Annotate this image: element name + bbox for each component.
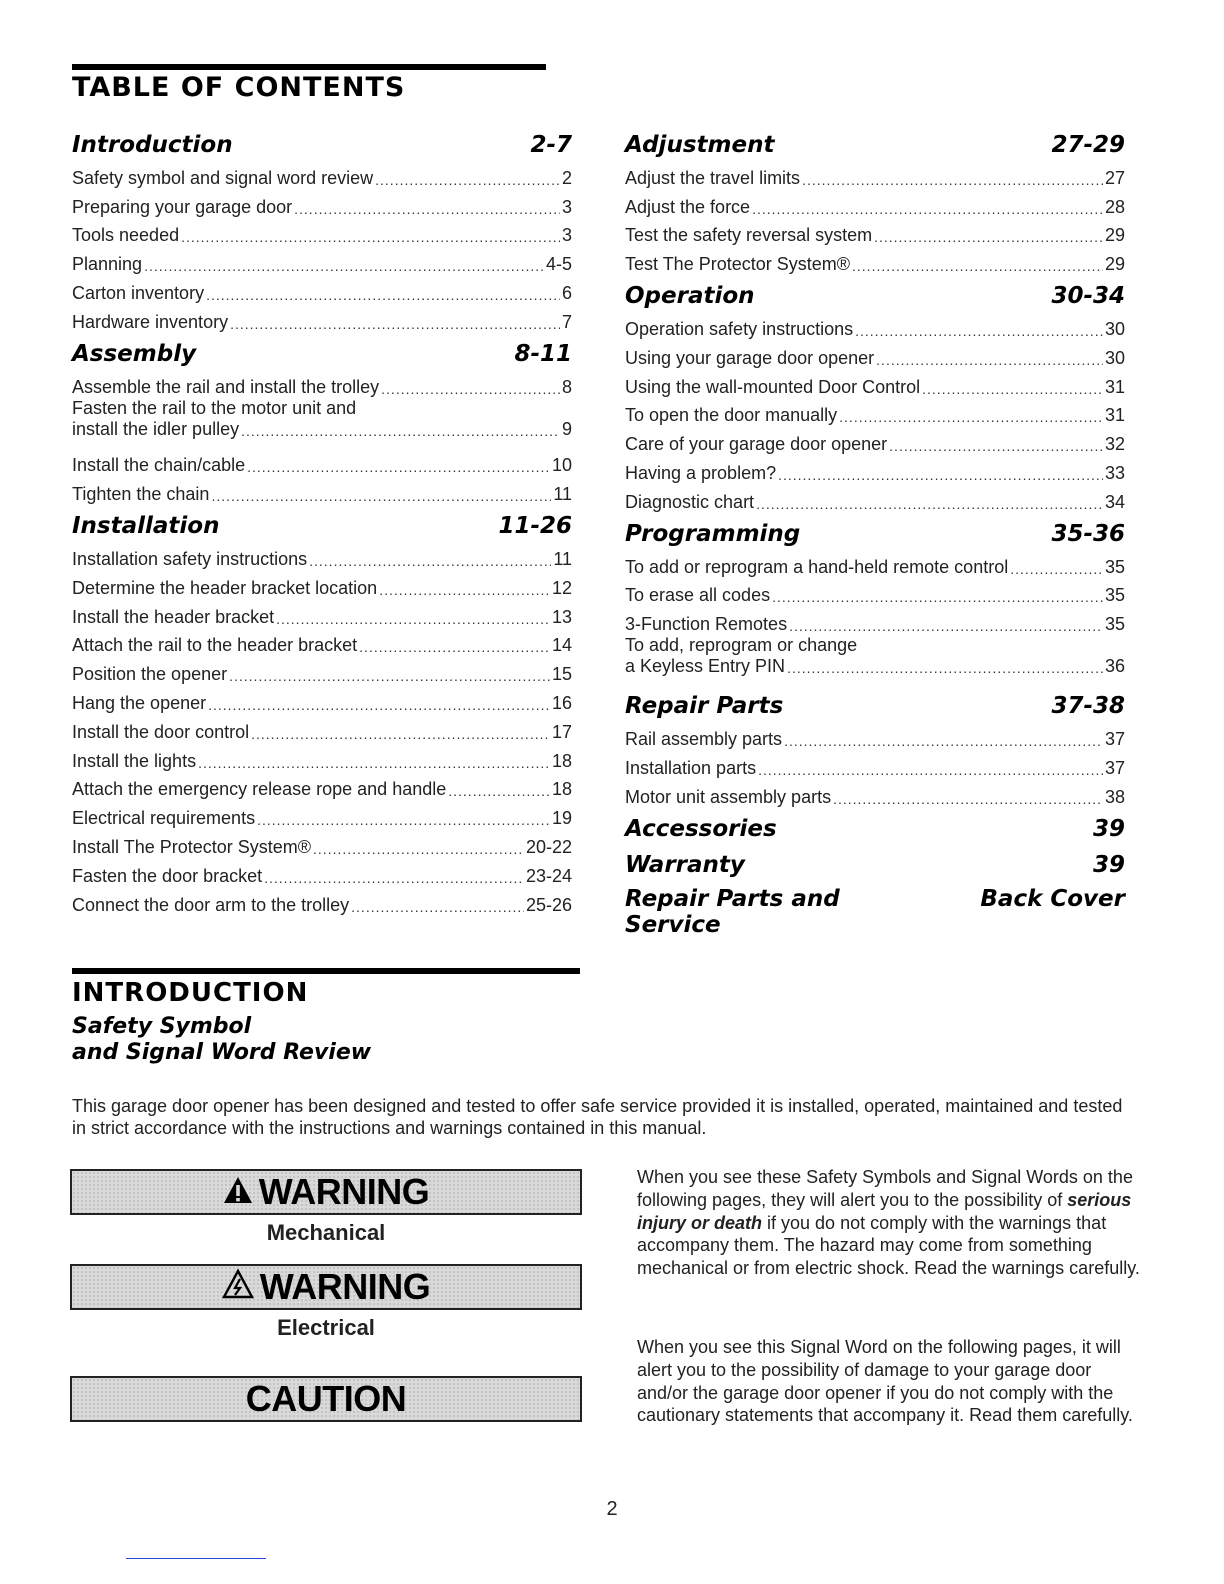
toc-entry-label: Install the lights bbox=[72, 750, 197, 771]
toc-entry-page: 34 bbox=[1104, 491, 1125, 512]
warning-explanation bbox=[637, 1166, 1147, 1280]
toc-entry-label: Adjust the travel limits bbox=[625, 167, 801, 188]
toc-entry[interactable] bbox=[625, 189, 1125, 218]
dot-leader bbox=[359, 638, 550, 656]
toc-entry-page: 16 bbox=[551, 692, 572, 713]
toc-entry[interactable] bbox=[625, 606, 1125, 635]
toc-entry-page: 18 bbox=[551, 779, 572, 800]
toc-entry[interactable] bbox=[625, 218, 1125, 247]
toc-section-pages: 8-11 bbox=[514, 340, 572, 367]
toc-entry-page: 13 bbox=[551, 606, 572, 627]
intro-top-rule bbox=[72, 968, 580, 974]
dot-leader bbox=[211, 487, 551, 505]
toc-entry-page: 29 bbox=[1104, 225, 1125, 246]
toc-section-title: Operation bbox=[625, 283, 755, 310]
intro-heading: INTRODUCTION bbox=[72, 978, 309, 1008]
warning-text-b: if you do not comply with the warnings that accompany them. The hazard may come from something mechanical or from electric shock. Read the warnings carefully. bbox=[637, 1212, 1140, 1279]
dot-leader bbox=[375, 171, 560, 189]
toc-section-title: Warranty bbox=[625, 851, 745, 878]
toc-entry-page: 35 bbox=[1104, 585, 1125, 606]
toc-entry[interactable] bbox=[625, 246, 1125, 275]
toc-entry[interactable] bbox=[72, 858, 572, 887]
toc-entry[interactable] bbox=[72, 160, 572, 189]
dot-leader bbox=[876, 351, 1103, 369]
toc-section-title: Installation bbox=[72, 513, 220, 540]
toc-entry[interactable] bbox=[72, 476, 572, 505]
intro-subheading-line1: Safety Symbol bbox=[72, 1014, 252, 1039]
toc-section-title-line1: Repair Parts and bbox=[625, 885, 840, 912]
toc-entry[interactable] bbox=[625, 635, 1125, 685]
toc-section-accessories bbox=[625, 814, 1125, 844]
dot-leader bbox=[787, 659, 1103, 677]
toc-entry-label: Installation parts bbox=[625, 757, 757, 778]
toc-entry[interactable] bbox=[625, 750, 1125, 779]
toc-entry-page: 38 bbox=[1104, 786, 1125, 807]
warning-text-a: When you see these Safety Symbols and Signal Words on the following pages, they will alert you to the possibility of bbox=[637, 1167, 1133, 1210]
toc-entry-label: Assemble the rail and install the trolley bbox=[72, 376, 380, 397]
toc-section-title bbox=[625, 886, 840, 938]
dot-leader bbox=[752, 200, 1103, 218]
toc-section-title: Programming bbox=[625, 520, 801, 547]
toc-entry-label: Install the chain/cable bbox=[72, 455, 246, 476]
toc-section-pages: 39 bbox=[1092, 851, 1125, 878]
toc-entry-label: Safety symbol and signal word review bbox=[72, 167, 374, 188]
dot-leader bbox=[351, 898, 524, 916]
dot-leader bbox=[756, 495, 1103, 513]
dot-leader bbox=[379, 581, 550, 599]
toc-top-rule bbox=[72, 64, 546, 70]
toc-entry-label: Tools needed bbox=[72, 225, 180, 246]
toc-entry-page: 11 bbox=[553, 548, 572, 569]
dot-leader bbox=[264, 869, 524, 887]
toc-entry-label: Care of your garage door opener bbox=[625, 434, 888, 455]
toc-entry[interactable] bbox=[625, 311, 1125, 340]
toc-entry-label: Install The Protector System® bbox=[72, 836, 312, 857]
toc-section-title: Repair Parts bbox=[625, 693, 784, 720]
dot-leader bbox=[802, 171, 1103, 189]
toc-entry-label: Using the wall-mounted Door Control bbox=[625, 376, 921, 397]
section-gap bbox=[72, 916, 572, 922]
toc-section-introduction bbox=[72, 130, 572, 160]
toc-entry-label: Position the opener bbox=[72, 664, 228, 685]
dot-leader bbox=[247, 458, 550, 476]
toc-entry-label: Attach the emergency release rope and handle bbox=[72, 779, 447, 800]
toc-section-title-line2: Service bbox=[625, 911, 721, 938]
caution-box bbox=[70, 1376, 582, 1422]
toc-entry-page: 25-26 bbox=[525, 894, 572, 915]
toc-entry[interactable] bbox=[625, 340, 1125, 369]
toc-entry-label: To open the door manually bbox=[625, 405, 838, 426]
toc-entry-label: Planning bbox=[72, 254, 143, 275]
dot-leader bbox=[855, 322, 1103, 340]
toc-entry-page: 4-5 bbox=[545, 254, 572, 275]
toc-section-title: Adjustment bbox=[625, 132, 775, 158]
dot-leader bbox=[889, 437, 1103, 455]
dot-leader bbox=[257, 811, 550, 829]
toc-section-pages: 11-26 bbox=[498, 513, 572, 540]
dot-leader bbox=[839, 408, 1103, 426]
toc-entry[interactable] bbox=[625, 455, 1125, 484]
toc-entry-label: a Keyless Entry PIN bbox=[625, 656, 786, 677]
toc-section-pages: 27-29 bbox=[1051, 132, 1125, 158]
toc-entry[interactable] bbox=[72, 656, 572, 685]
toc-entry-label: Preparing your garage door bbox=[72, 196, 293, 217]
toc-entry[interactable] bbox=[72, 714, 572, 743]
toc-entry[interactable] bbox=[72, 189, 572, 218]
page-number: 2 bbox=[606, 1498, 618, 1520]
dot-leader bbox=[276, 610, 550, 628]
toc-entry-page: 31 bbox=[1104, 405, 1125, 426]
dot-leader bbox=[251, 725, 550, 743]
dot-leader bbox=[206, 286, 560, 304]
toc-entry-label: Test The Protector System® bbox=[625, 254, 851, 275]
toc-entry-label: Motor unit assembly parts bbox=[625, 786, 832, 807]
toc-entry-label: Tighten the chain bbox=[72, 484, 210, 505]
toc-section-pages: 35-36 bbox=[1051, 520, 1125, 547]
warning-electrical-word: WARNING bbox=[259, 1266, 431, 1307]
toc-entry-page: 9 bbox=[561, 418, 572, 439]
dot-leader bbox=[313, 840, 524, 858]
toc-entry[interactable] bbox=[72, 304, 572, 333]
toc-section-repair-parts-and-service bbox=[625, 886, 1125, 938]
toc-entry-label: Rail assembly parts bbox=[625, 728, 783, 749]
warning-electrical-caption: Electrical bbox=[277, 1315, 375, 1340]
toc-left-column bbox=[72, 130, 572, 922]
dot-leader bbox=[144, 257, 544, 275]
toc-entry-label: Hardware inventory bbox=[72, 311, 229, 332]
toc-section-programming bbox=[625, 519, 1125, 549]
toc-section-adjustment bbox=[625, 130, 1125, 160]
toc-entry-page: 27 bbox=[1104, 167, 1125, 188]
dot-leader bbox=[230, 315, 560, 333]
toc-entry[interactable] bbox=[72, 599, 572, 628]
toc-entry-label: Install the door control bbox=[72, 721, 250, 742]
toc-entry-page: 6 bbox=[561, 282, 572, 303]
intro-paragraph: This garage door opener has been designed and tested to offer safe service provided it is installed, operated, maintained and tested in strict accordance with the instructions and warnings contained in this manual. bbox=[72, 1096, 1123, 1138]
toc-entry-page: 33 bbox=[1104, 462, 1125, 483]
toc-section-pages: 30-34 bbox=[1051, 283, 1125, 310]
dot-leader bbox=[874, 228, 1103, 246]
toc-entry-page: 7 bbox=[561, 311, 572, 332]
toc-entry[interactable] bbox=[625, 484, 1125, 513]
footer-link-underline bbox=[126, 1558, 266, 1559]
toc-section-pages: Back Cover bbox=[980, 885, 1125, 912]
toc-entry-page: 23-24 bbox=[525, 865, 572, 886]
toc-entry-page: 15 bbox=[551, 664, 572, 685]
toc-entry[interactable] bbox=[72, 772, 572, 801]
toc-entry-page: 31 bbox=[1104, 376, 1125, 397]
toc-entry-page: 35 bbox=[1104, 556, 1125, 577]
toc-entry[interactable] bbox=[625, 369, 1125, 398]
toc-entry-page: 30 bbox=[1104, 347, 1125, 368]
dot-leader bbox=[778, 466, 1103, 484]
dot-leader bbox=[229, 667, 550, 685]
toc-entry[interactable] bbox=[625, 779, 1125, 808]
dot-leader bbox=[381, 380, 560, 398]
toc-entry[interactable] bbox=[72, 218, 572, 247]
toc-entry-page: 30 bbox=[1104, 318, 1125, 339]
warning-text-emphasis: serious injury or death bbox=[637, 1189, 1132, 1233]
toc-entry-label-line1: Fasten the rail to the motor unit and bbox=[72, 397, 357, 418]
toc-entry-page: 29 bbox=[1104, 254, 1125, 275]
toc-section-installation bbox=[72, 511, 572, 541]
toc-entry[interactable] bbox=[72, 246, 572, 275]
toc-entry-page: 8 bbox=[561, 376, 572, 397]
toc-entry[interactable] bbox=[72, 800, 572, 829]
toc-section-pages: 37-38 bbox=[1051, 693, 1125, 720]
dot-leader bbox=[789, 617, 1103, 635]
toc-entry-label: Carton inventory bbox=[72, 282, 205, 303]
toc-entry[interactable] bbox=[625, 160, 1125, 189]
toc-entry-page: 32 bbox=[1104, 434, 1125, 455]
dot-leader bbox=[294, 200, 560, 218]
dot-leader bbox=[833, 790, 1103, 808]
toc-entry-label: To add or reprogram a hand-held remote control bbox=[625, 556, 1009, 577]
dot-leader bbox=[448, 782, 550, 800]
toc-entry-page: 3 bbox=[561, 196, 572, 217]
toc-entry-label: Hang the opener bbox=[72, 692, 207, 713]
toc-right-column bbox=[625, 130, 1125, 938]
dot-leader bbox=[922, 380, 1103, 398]
toc-entry-label: Determine the header bracket location bbox=[72, 577, 378, 598]
dot-leader bbox=[241, 422, 560, 440]
warning-mechanical-word: WARNING bbox=[258, 1171, 430, 1212]
toc-entry-label: Electrical requirements bbox=[72, 808, 256, 829]
toc-section-pages: 39 bbox=[1092, 815, 1125, 842]
toc-section-repair-parts bbox=[625, 691, 1125, 721]
toc-entry[interactable] bbox=[72, 829, 572, 858]
toc-entry-label: Attach the rail to the header bracket bbox=[72, 635, 358, 656]
caution-explanation: When you see this Signal Word on the following pages, it will alert you to the possibility of damage to your garage door and/or the garage door opener if you do not comply with the cautionary statements that accompany it. Read them carefully. bbox=[637, 1337, 1133, 1426]
toc-entry-label-line1: To add, reprogram or change bbox=[625, 635, 858, 656]
toc-entry-label: Using your garage door opener bbox=[625, 347, 875, 368]
toc-section-pages: 2-7 bbox=[530, 132, 572, 158]
toc-section-title: Introduction bbox=[72, 132, 233, 158]
toc-entry-page: 11 bbox=[553, 484, 572, 505]
dot-leader bbox=[198, 754, 550, 772]
toc-entry-page: 17 bbox=[551, 721, 572, 742]
toc-entry[interactable] bbox=[72, 685, 572, 714]
toc-entry[interactable] bbox=[72, 628, 572, 657]
toc-entry[interactable] bbox=[625, 721, 1125, 750]
toc-entry-label: Adjust the force bbox=[625, 196, 751, 217]
toc-entry[interactable] bbox=[625, 398, 1125, 427]
toc-entry-page: 28 bbox=[1104, 196, 1125, 217]
toc-entry-label: Install the header bracket bbox=[72, 606, 275, 627]
caution-word: CAUTION bbox=[245, 1378, 407, 1419]
toc-title: TABLE OF CONTENTS bbox=[72, 72, 406, 103]
toc-entry[interactable] bbox=[72, 398, 572, 448]
warning-electrical-box bbox=[70, 1264, 582, 1310]
toc-entry-label: Having a problem? bbox=[625, 462, 777, 483]
electrical-hazard-icon bbox=[222, 1266, 254, 1308]
toc-entry-page: 37 bbox=[1104, 757, 1125, 778]
toc-section-assembly bbox=[72, 339, 572, 369]
dot-leader bbox=[852, 257, 1103, 275]
toc-section-warranty bbox=[625, 850, 1125, 880]
toc-entry[interactable] bbox=[72, 541, 572, 570]
toc-entry-page: 35 bbox=[1104, 614, 1125, 635]
toc-entry-label: Diagnostic chart bbox=[625, 491, 755, 512]
dot-leader bbox=[1010, 560, 1103, 578]
toc-entry-label: Test the safety reversal system bbox=[625, 225, 873, 246]
intro-subheading bbox=[72, 1014, 371, 1066]
dot-leader bbox=[784, 732, 1103, 750]
toc-section-operation bbox=[625, 281, 1125, 311]
toc-entry[interactable] bbox=[625, 578, 1125, 607]
toc-entry[interactable] bbox=[625, 549, 1125, 578]
dot-leader bbox=[181, 228, 560, 246]
dot-leader bbox=[758, 761, 1103, 779]
dot-leader bbox=[208, 696, 550, 714]
intro-subheading-line2: and Signal Word Review bbox=[72, 1040, 372, 1065]
dot-leader bbox=[772, 588, 1103, 606]
dot-leader bbox=[309, 552, 551, 570]
toc-entry-label: 3-Function Remotes bbox=[625, 614, 788, 635]
toc-section-title: Assembly bbox=[72, 340, 197, 367]
toc-section-title: Accessories bbox=[625, 815, 777, 842]
toc-entry-page: 20-22 bbox=[525, 836, 572, 857]
toc-entry-page: 36 bbox=[1104, 656, 1125, 677]
toc-entry-page: 10 bbox=[551, 455, 572, 476]
toc-entry-label: To erase all codes bbox=[625, 585, 771, 606]
toc-entry-label: Operation safety instructions bbox=[625, 318, 854, 339]
toc-entry[interactable] bbox=[72, 743, 572, 772]
toc-entry-label: Connect the door arm to the trolley bbox=[72, 894, 350, 915]
toc-entry-label: Fasten the door bracket bbox=[72, 865, 263, 886]
toc-entry-page: 19 bbox=[551, 808, 572, 829]
toc-entry-page: 12 bbox=[551, 577, 572, 598]
toc-entry-page: 3 bbox=[561, 225, 572, 246]
toc-entry[interactable] bbox=[625, 426, 1125, 455]
toc-entry-label: Installation safety instructions bbox=[72, 548, 308, 569]
toc-entry-page: 2 bbox=[561, 167, 572, 188]
toc-entry[interactable] bbox=[72, 570, 572, 599]
toc-entry-page: 18 bbox=[551, 750, 572, 771]
toc-entry-page: 37 bbox=[1104, 728, 1125, 749]
toc-entry-page: 14 bbox=[551, 635, 572, 656]
toc-entry[interactable] bbox=[72, 448, 572, 477]
toc-entry[interactable] bbox=[72, 275, 572, 304]
mechanical-hazard-icon bbox=[223, 1171, 253, 1213]
warning-mechanical-box bbox=[70, 1169, 582, 1215]
toc-entry[interactable] bbox=[72, 369, 572, 398]
warning-mechanical-caption: Mechanical bbox=[266, 1220, 386, 1245]
toc-entry-label: install the idler pulley bbox=[72, 418, 240, 439]
toc-entry[interactable] bbox=[72, 887, 572, 916]
